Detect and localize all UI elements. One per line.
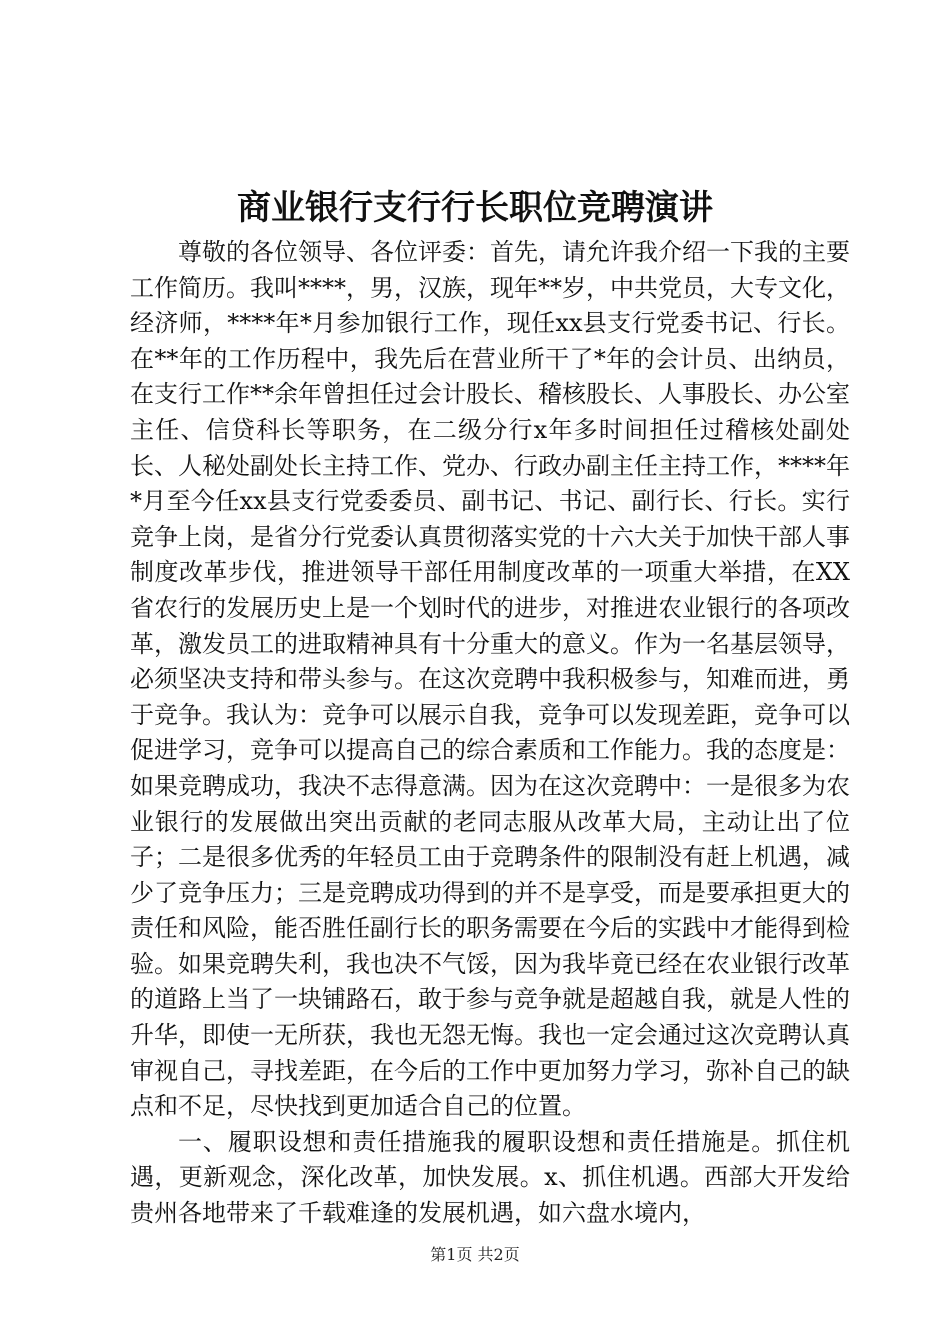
document-body — [130, 235, 850, 1232]
paragraph: 尊敬的各位领导、各位评委：首先，请允许我介绍一下我的主要工作简历。我叫****，男，汉族，现年**岁，中共党员，大专文化，经济师，****年*月参加银行工作，现任xx县支行党委书记、行长。在**年的工作历程中，我先后在营业所干了*年的会计员、出纳员，在支行工作**余年曾担任过会计股长、稽核股长、人事股长、办公室主任、信贷科长等职务，在二级分行x年多时间担任过稽核处副处长、人秘处副处长主持工作、党办、行政办副主任主持工作，****年*月至今任xx县支行党委委员、副书记、书记、副行长、行长。实行竞争上岗，是省分行党委认真贯彻落实党的十六大关于加快干部人事制度改革步伐，推进领导干部任用制度改革的一项重大举措，在XX省农行的发展历史上是一个划时代的进步，对推进农业银行的各项改革，激发员工的进取精神具有十分重大的意义。作为一名基层领导，必须坚决支持和带头参与。在这次竞聘中我积极参与，知难而进，勇于竞争。我认为：竞争可以展示自我，竞争可以发现差距，竞争可以促进学习，竞争可以提高自己的综合素质和工作能力。我的态度是：如果竞聘成功，我决不志得意满。因为在这次竞聘中：一是很多为农业银行的发展做出突出贡献的老同志服从改革大局，主动让出了位子；二是很多优秀的年轻员工由于竞聘条件的限制没有赶上机遇，减少了竞争压力；三是竞聘成功得到的并不是享受，而是要承担更大的责任和风险，能否胜任副行长的职务需要在今后的实践中才能得到检验。如果竞聘失利，我也决不气馁，因为我毕竟已经在农业银行改革的道路上当了一块铺路石，敢于参与竞争就是超越自我，就是人性的升华，即使一无所获，我也无怨无悔。我也一定会通过这次竞聘认真审视自己，寻找差距，在今后的工作中更加努力学习，弥补自己的缺点和不足，尽快找到更加适合自己的位置。 — [130, 238, 850, 1121]
document-title: 商业银行支行行长职位竞聘演讲 — [237, 188, 713, 228]
paragraph: 一、履职设想和责任措施我的履职设想和责任措施是。抓住机遇，更新观念，深化改革，加快发展。x、抓住机遇。西部大开发给贵州各地带来了千载难逢的发展机遇，如六盘水境内， — [130, 1127, 850, 1228]
page-footer: 第1页 共2页 — [430, 1245, 520, 1264]
